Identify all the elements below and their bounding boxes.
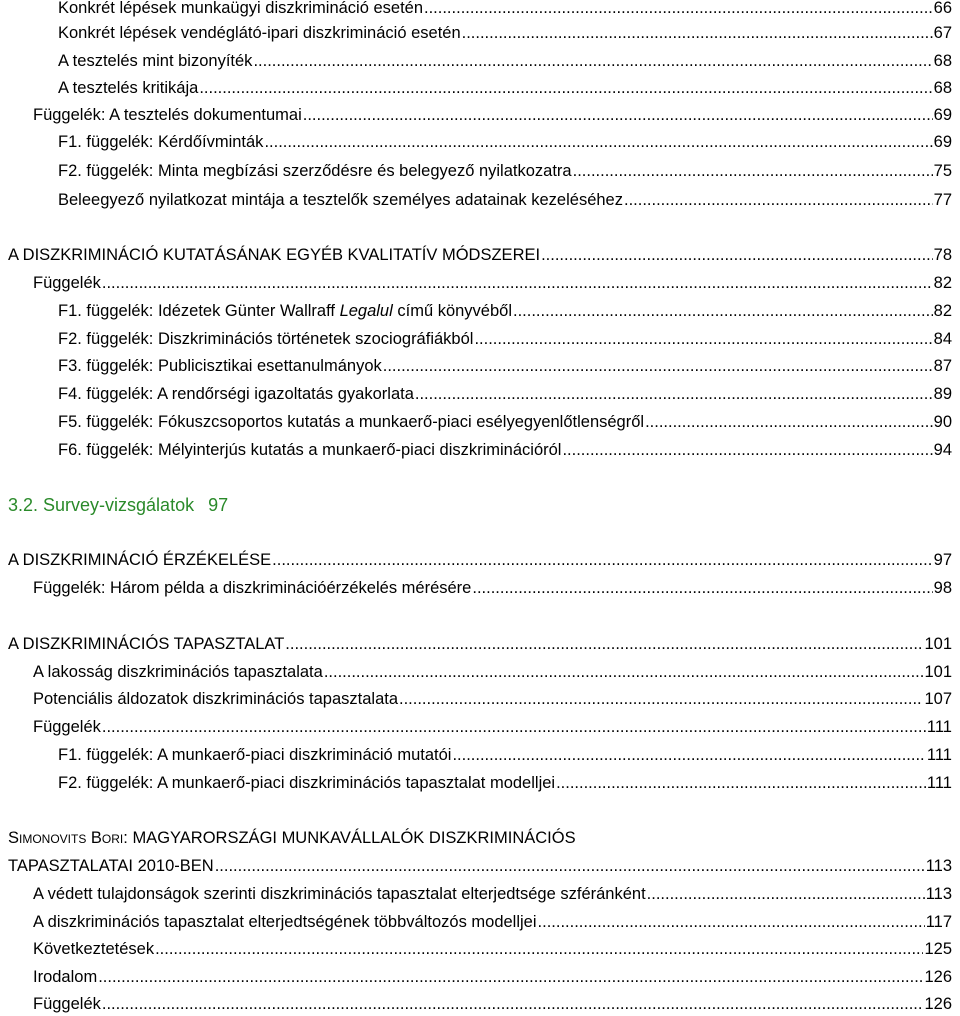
toc-entry-title: A DISZKRIMINÁCIÓS TAPASZTALAT (8, 635, 285, 653)
toc-entry (58, 744, 952, 766)
toc-entry-page: 68 (933, 52, 952, 70)
toc-entry-page: 69 (933, 133, 952, 151)
leader-dots (253, 50, 932, 72)
toc-entry (33, 661, 952, 683)
toc-entry-page: 77 (933, 191, 952, 209)
toc-entry-title: F5. függelék: Fókuszcsoportos kutatás a munkaerő-piaci esélyegyenlőtlenségről (58, 413, 645, 431)
toc-entry-title: F6. függelék: Mélyinterjús kutatás a munkaerő-piaci diszkriminációról (58, 441, 562, 459)
chapter-title: MAGYARORSZÁGI MUNKAVÁLLALÓK DISZKRIMINÁCIÓS (132, 829, 576, 847)
toc-entry (58, 439, 952, 461)
toc-entry-title: Függelék: A tesztelés dokumentumai (33, 106, 302, 124)
toc-entry-page: 111 (926, 774, 952, 792)
toc-entry (58, 355, 952, 377)
toc-entry-title: A DISZKRIMINÁCIÓ ÉRZÉKELÉSE (8, 551, 272, 569)
section-heading-title: 3.2. Survey-vizsgálatok (8, 495, 195, 515)
leader-dots (102, 716, 926, 738)
toc-entry (33, 688, 952, 710)
author-heading: Simonovits Bori: MAGYARORSZÁGI MUNKAVÁLLALÓK DISZKRIMINÁCIÓS (8, 829, 576, 847)
section-heading (8, 494, 242, 516)
toc-entry (8, 549, 952, 571)
toc-entry-title: Irodalom (33, 968, 98, 986)
toc-entry (58, 50, 952, 72)
toc-entry-page: 107 (924, 690, 952, 708)
toc-entry (58, 0, 952, 19)
toc-entry-title: A tesztelés kritikája (58, 79, 199, 97)
leader-dots (647, 883, 925, 905)
leader-dots (645, 411, 933, 433)
leader-dots (399, 688, 923, 710)
leader-dots (102, 272, 933, 294)
toc-entry-page: 101 (924, 663, 952, 681)
toc-entry (58, 772, 952, 794)
toc-entry-title: Függelék (33, 718, 101, 736)
toc-entry-page: 82 (933, 302, 952, 320)
toc-entry (8, 633, 952, 655)
toc-entry-page: 125 (924, 940, 952, 958)
toc-entry-title: F1. függelék: A munkaerő-piaci diszkrimináció mutatói (58, 746, 452, 764)
toc-entry-title: F4. függelék: A rendőrségi igazoltatás gyakorlata (58, 385, 414, 403)
toc-entry-title: Potenciális áldozatok diszkriminációs tapasztalata (33, 690, 399, 708)
leader-dots (303, 104, 933, 126)
leader-dots (199, 77, 932, 99)
toc-entry (33, 104, 952, 126)
leader-dots (541, 244, 933, 266)
leader-dots (98, 966, 923, 988)
toc-entry-page: 126 (924, 995, 952, 1013)
toc-entry-page: 89 (933, 385, 952, 403)
toc-entry (58, 160, 952, 182)
toc-entry-title: Konkrét lépések munkaügyi diszkrimináció esetén (58, 0, 424, 17)
toc-entry (8, 855, 952, 877)
toc-entry (58, 411, 952, 433)
toc-entry (58, 22, 952, 44)
toc-entry-page: 117 (925, 913, 952, 931)
leader-dots (556, 772, 926, 794)
leader-dots (462, 22, 933, 44)
leader-dots (383, 355, 933, 377)
toc-entry-title: F2. függelék: Diszkriminációs történetek szociográfiákból (58, 330, 474, 348)
leader-dots (285, 633, 923, 655)
leader-dots (624, 189, 933, 211)
toc-entry (58, 131, 952, 153)
toc-entry-page: 90 (933, 413, 952, 431)
toc-entry (33, 911, 952, 933)
toc-entry-title: A lakosság diszkriminációs tapasztalata (33, 663, 323, 681)
toc-entry (33, 993, 952, 1015)
leader-dots (102, 993, 924, 1015)
leader-dots (324, 661, 924, 683)
toc-entry-page: 111 (926, 718, 952, 736)
toc-entry (33, 938, 952, 960)
leader-dots (472, 577, 932, 599)
toc-entry-title: F3. függelék: Publicisztikai esettanulmányok (58, 357, 382, 375)
toc-entry (58, 77, 952, 99)
toc-entry-title: Konkrét lépések vendéglátó-ipari diszkrimináció esetén (58, 24, 461, 42)
toc-entry-page: 66 (933, 0, 952, 17)
toc-entry (33, 577, 952, 599)
toc-entry-title: A DISZKRIMINÁCIÓ KUTATÁSÁNAK EGYÉB KVALITATÍV MÓDSZEREI (8, 246, 541, 264)
toc-entry-page: 97 (933, 551, 952, 569)
toc-entry-page: 67 (933, 24, 952, 42)
toc-entry-page: 82 (933, 274, 952, 292)
section-heading-page: 97 (208, 495, 229, 515)
toc-entry (33, 883, 952, 905)
toc-entry-title: Függelék: Három példa a diszkriminációérzékelés mérésére (33, 579, 472, 597)
toc-entry-title: F2. függelék: A munkaerő-piaci diszkriminációs tapasztalat modelljei (58, 774, 556, 792)
toc-entry-page: 111 (926, 746, 952, 764)
leader-dots (562, 439, 932, 461)
toc-entry (33, 966, 952, 988)
toc-entry (8, 244, 952, 266)
toc-entry-page: 113 (925, 885, 952, 903)
leader-dots (424, 0, 933, 19)
leader-dots (264, 131, 932, 153)
toc-entry-page: 87 (933, 357, 952, 375)
toc-entry-page: 75 (933, 162, 952, 180)
toc-entry-title: F1. függelék: Idézetek Günter Wallraff Legalul című könyvéből (58, 302, 513, 320)
toc-entry (58, 189, 952, 211)
toc-entry-page: 94 (933, 441, 952, 459)
toc-entry-title: F2. függelék: Minta megbízási szerződésre és belegyező nyilatkozatra (58, 162, 572, 180)
toc-entry-title: Beleegyező nyilatkozat mintája a tesztelők személyes adatainak kezeléséhez (58, 191, 623, 209)
leader-dots (272, 549, 932, 571)
leader-dots (452, 744, 925, 766)
author-name: Simonovits Bori (8, 829, 124, 847)
toc-entry-title: Következtetések (33, 940, 155, 958)
leader-dots (415, 383, 933, 405)
toc-entry (58, 383, 952, 405)
toc-entry-page: 126 (924, 968, 952, 986)
leader-dots (215, 855, 925, 877)
toc-entry-page: 78 (933, 246, 952, 264)
toc-entry-page: 69 (933, 106, 952, 124)
toc-entry-title: A diszkriminációs tapasztalat elterjedtségének többváltozós modelljei (33, 913, 537, 931)
leader-dots (538, 911, 925, 933)
toc-entry-title: A védett tulajdonságok szerinti diszkriminációs tapasztalat elterjedtsége szféránként (33, 885, 646, 903)
leader-dots (513, 300, 933, 322)
toc-entry-title: TAPASZTALATAI 2010-BEN (8, 857, 214, 875)
toc-entry (58, 328, 952, 350)
toc-entry (33, 272, 952, 294)
toc-entry-page: 84 (933, 330, 952, 348)
toc-entry-page: 113 (925, 857, 952, 875)
toc-entry-page: 68 (933, 79, 952, 97)
toc-entry-page: 98 (933, 579, 952, 597)
toc-entry-title: Függelék (33, 274, 101, 292)
toc-entry-title: A tesztelés mint bizonyíték (58, 52, 253, 70)
toc-entry-title: Függelék (33, 995, 101, 1013)
toc-entry-page: 101 (924, 635, 952, 653)
leader-dots (573, 160, 933, 182)
toc-entry (33, 716, 952, 738)
toc-entry (58, 300, 952, 322)
leader-dots (155, 938, 923, 960)
toc-entry-title: F1. függelék: Kérdőívminták (58, 133, 264, 151)
leader-dots (474, 328, 932, 350)
